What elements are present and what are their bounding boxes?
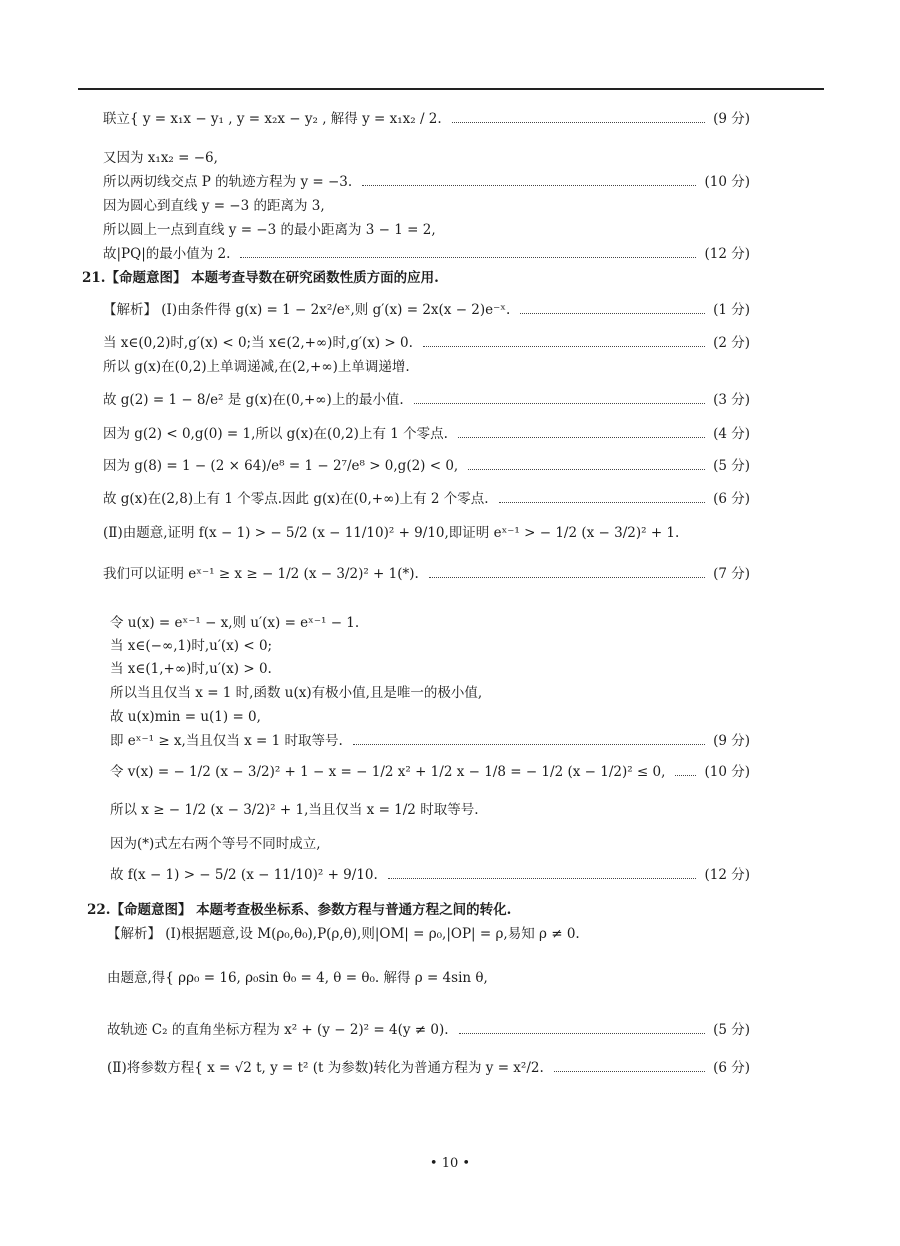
dotted-leader <box>468 469 705 470</box>
text-line <box>103 392 404 408</box>
dotted-leader <box>499 502 706 503</box>
line-text: 当 x∈(0,2)时,g′(x) < 0;当 x∈(2,+∞)时,g′(x) > 0. <box>103 335 413 351</box>
score-mark: (12 分) <box>704 867 750 883</box>
text-line <box>103 174 352 190</box>
score-mark: (1 分) <box>713 302 750 318</box>
line-text: 联立{ y = x₁x − y₁ , y = x₂x − y₂ , 解得 y = x₁x₂ / 2. <box>103 111 442 127</box>
line-text: 故 u(x)min = u(1) = 0, <box>110 709 261 725</box>
dotted-leader <box>240 257 696 258</box>
text-line <box>107 1060 544 1076</box>
score-mark: (10 分) <box>704 174 750 190</box>
text-line <box>103 426 448 442</box>
score-mark: (6 分) <box>713 1060 750 1076</box>
dotted-leader <box>414 403 705 404</box>
line-text: 当 x∈(−∞,1)时,u′(x) < 0; <box>110 638 273 654</box>
line-text: 即 eˣ⁻¹ ≥ x,当且仅当 x = 1 时取等号. <box>110 733 343 749</box>
dotted-leader <box>520 313 705 314</box>
dotted-leader <box>458 437 705 438</box>
text-line <box>82 270 439 286</box>
text-line <box>103 491 489 507</box>
line-text: 故轨迹 C₂ 的直角坐标方程为 x² + (y − 2)² = 4(y ≠ 0). <box>107 1022 449 1038</box>
text-line <box>110 733 343 749</box>
text-line <box>110 802 478 818</box>
line-text: 所以 x ≥ − 1/2 (x − 3/2)² + 1,当且仅当 x = 1/2 时取等号. <box>110 802 479 818</box>
text-line <box>103 150 218 166</box>
top-rule <box>78 88 824 90</box>
line-text: 所以当且仅当 x = 1 时,函数 u(x)有极小值,且是唯一的极小值, <box>110 685 483 701</box>
line-text: 故 f(x − 1) > − 5/2 (x − 11/10)² + 9/10. <box>110 867 378 883</box>
text-line <box>87 902 511 918</box>
line-text: 令 v(x) = − 1/2 (x − 3/2)² + 1 − x = − 1/2 x² + 1/2 x − 1/8 = − 1/2 (x − 1/2)² ≤ 0, <box>110 764 666 780</box>
dotted-leader <box>362 185 696 186</box>
text-line <box>107 1022 449 1038</box>
score-mark: (10 分) <box>704 764 750 780</box>
line-text: 因为(*)式左右两个等号不同时成立, <box>110 836 321 852</box>
dotted-leader <box>554 1071 705 1072</box>
text-line <box>103 335 413 351</box>
text-line <box>103 246 230 262</box>
score-mark: (5 分) <box>713 1022 750 1038</box>
dotted-leader <box>423 346 705 347</box>
page-number: • 10 • <box>429 1156 471 1171</box>
dotted-leader <box>675 775 696 776</box>
text-line <box>110 685 482 701</box>
text-line <box>110 764 665 780</box>
text-line <box>110 638 272 654</box>
text-line <box>103 222 436 238</box>
dotted-leader <box>353 744 705 745</box>
text-line <box>103 566 419 582</box>
dotted-leader <box>459 1033 706 1034</box>
line-text: (Ⅱ)将参数方程{ x = √2 t, y = t² (t 为参数)转化为普通方程为 y = x²/2. <box>107 1060 544 1076</box>
line-text: 令 u(x) = eˣ⁻¹ − x,则 u′(x) = eˣ⁻¹ − 1. <box>110 615 360 631</box>
dotted-leader <box>388 878 697 879</box>
line-text: 21.【命题意图】 本题考查导数在研究函数性质方面的应用. <box>82 270 439 286</box>
text-line <box>110 867 378 883</box>
text-line <box>103 111 442 127</box>
text-line <box>110 709 261 725</box>
score-mark: (6 分) <box>713 491 750 507</box>
line-text: 因为圆心到直线 y = −3 的距离为 3, <box>103 198 325 214</box>
line-text: 【解析】 (Ⅰ)由条件得 g(x) = 1 − 2x²/eˣ,则 g′(x) = 2x(x − 2)e⁻ˣ. <box>103 302 511 318</box>
text-line <box>103 302 510 318</box>
score-mark: (7 分) <box>713 566 750 582</box>
score-mark: (4 分) <box>713 426 750 442</box>
text-line <box>103 198 325 214</box>
line-text: 因为 g(8) = 1 − (2 × 64)/e⁸ = 1 − 2⁷/e⁸ > 0,g(2) < 0, <box>103 458 459 474</box>
line-text: 当 x∈(1,+∞)时,u′(x) > 0. <box>110 661 272 677</box>
score-mark: (9 分) <box>713 111 750 127</box>
line-text: 我们可以证明 eˣ⁻¹ ≥ x ≥ − 1/2 (x − 3/2)² + 1(*). <box>103 566 419 582</box>
line-text: 故 g(x)在(2,8)上有 1 个零点.因此 g(x)在(0,+∞)上有 2 个零点. <box>103 491 489 507</box>
text-line <box>110 615 359 631</box>
line-text: 22.【命题意图】 本题考查极坐标系、参数方程与普通方程之间的转化. <box>87 902 512 918</box>
text-line <box>103 458 458 474</box>
line-text: 所以圆上一点到直线 y = −3 的最小距离为 3 − 1 = 2, <box>103 222 436 238</box>
score-mark: (12 分) <box>704 246 750 262</box>
line-text: 故|PQ|的最小值为 2. <box>103 246 231 262</box>
line-text: 由题意,得{ ρρ₀ = 16, ρ₀sin θ₀ = 4, θ = θ₀. 解得 ρ = 4sin θ, <box>107 970 488 986</box>
text-line <box>107 970 488 986</box>
line-text: 所以 g(x)在(0,2)上单调递减,在(2,+∞)上单调递增. <box>103 359 410 375</box>
score-mark: (2 分) <box>713 335 750 351</box>
line-text: 所以两切线交点 P 的轨迹方程为 y = −3. <box>103 174 353 190</box>
score-mark: (5 分) <box>713 458 750 474</box>
dotted-leader <box>452 122 705 123</box>
score-mark: (9 分) <box>713 733 750 749</box>
line-text: (Ⅱ)由题意,证明 f(x − 1) > − 5/2 (x − 11/10)² + 9/10,即证明 eˣ⁻¹ > − 1/2 (x − 3/2)² + 1. <box>103 525 680 541</box>
line-text: 【解析】 (Ⅰ)根据题意,设 M(ρ₀,θ₀),P(ρ,θ),则|OM| = ρ₀,|OP| = ρ,易知 ρ ≠ 0. <box>107 926 580 942</box>
line-text: 又因为 x₁x₂ = −6, <box>103 150 218 166</box>
text-line <box>110 836 321 852</box>
dotted-leader <box>429 577 705 578</box>
text-line <box>107 926 580 942</box>
text-line <box>103 525 679 541</box>
score-mark: (3 分) <box>713 392 750 408</box>
line-text: 因为 g(2) < 0,g(0) = 1,所以 g(x)在(0,2)上有 1 个零点. <box>103 426 448 442</box>
line-text: 故 g(2) = 1 − 8/e² 是 g(x)在(0,+∞)上的最小值. <box>103 392 404 408</box>
text-line <box>103 359 410 375</box>
text-line <box>110 661 272 677</box>
